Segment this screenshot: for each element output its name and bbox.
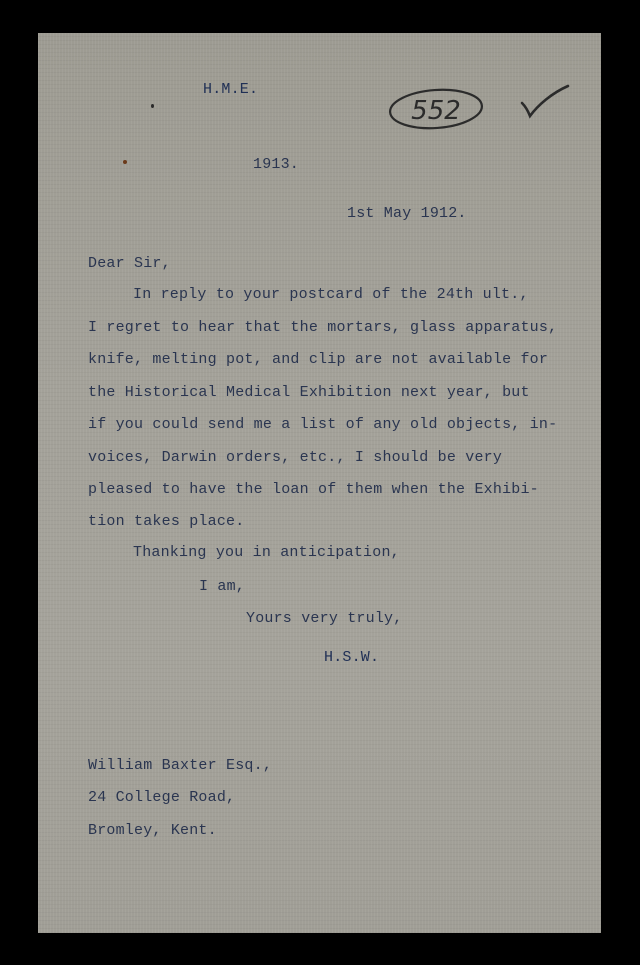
addressee-town: Bromley, Kent.	[88, 822, 217, 839]
body-line: the Historical Medical Exhibition next year, but	[88, 384, 530, 401]
body-line: pleased to have the loan of them when the Exhibi-	[88, 481, 539, 498]
letter-page	[38, 33, 601, 933]
header-initials: H.M.E.	[203, 81, 259, 98]
ink-speck	[151, 104, 154, 108]
reference-number-stamp	[384, 86, 484, 132]
body-line: if you could send me a list of any old objects, in-	[88, 416, 558, 433]
salutation: Dear Sir,	[88, 255, 171, 272]
ink-speck	[123, 160, 127, 164]
thanks-line: Thanking you in anticipation,	[133, 544, 400, 561]
addressee-name: William Baxter Esq.,	[88, 757, 273, 774]
letter-year: 1913.	[253, 156, 300, 173]
body-line: I regret to hear that the mortars, glass apparatus,	[88, 319, 558, 336]
closing-i-am: I am,	[199, 578, 246, 595]
body-line: tion takes place.	[88, 513, 245, 530]
body-line: In reply to your postcard of the 24th ult.,	[133, 286, 529, 303]
check-mark-icon	[518, 83, 574, 123]
signature-initials: H.S.W.	[324, 649, 380, 666]
closing-yours: Yours very truly,	[246, 610, 403, 627]
body-line: voices, Darwin orders, etc., I should be very	[88, 449, 503, 466]
addressee-street: 24 College Road,	[88, 789, 236, 806]
letter-date: 1st May 1912.	[347, 205, 467, 222]
body-line: knife, melting pot, and clip are not available for	[88, 351, 549, 368]
reference-number: 552	[411, 96, 461, 126]
